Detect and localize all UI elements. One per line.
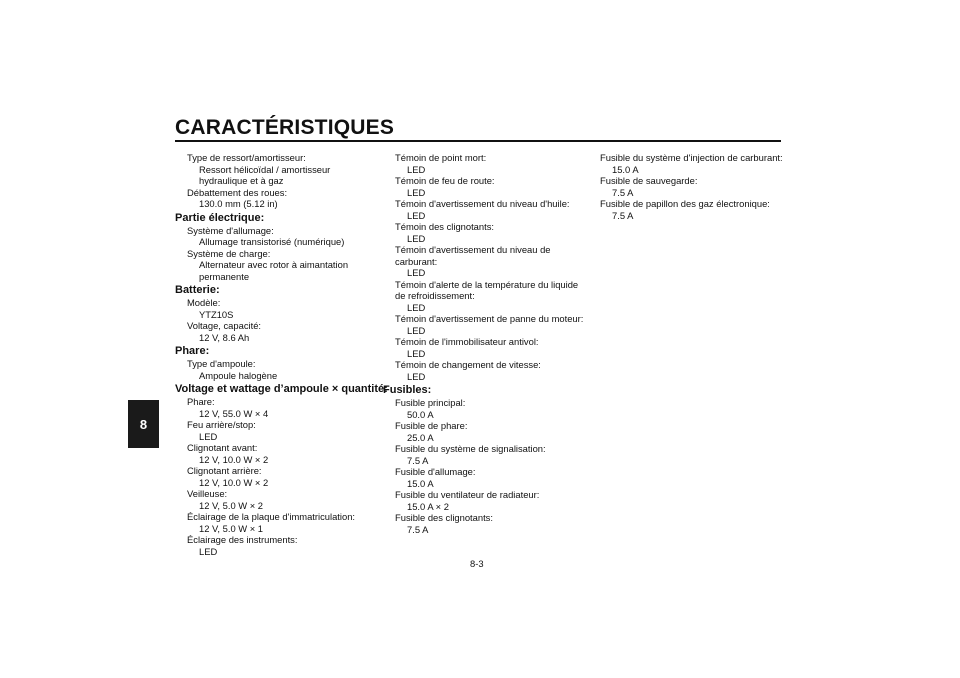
spec-label: Système de charge:	[187, 247, 271, 259]
spec-label: Témoin d'avertissement du niveau de	[395, 244, 551, 255]
spec-label: Voltage, capacité:	[187, 320, 262, 331]
spec-label: Clignotant arrière:	[187, 465, 262, 476]
spec-label: Fusible principal:	[395, 397, 466, 408]
spec-label: Fusible du système de signalisation:	[395, 443, 546, 454]
spec-column-2	[383, 152, 588, 535]
spec-label: de refroidissement:	[395, 290, 475, 301]
title-underline	[175, 140, 781, 142]
spec-label: Type d'ampoule:	[187, 358, 256, 369]
spec-value: 25.0 A	[407, 431, 434, 443]
spec-label: Système d'allumage:	[187, 224, 274, 236]
spec-value: LED	[407, 370, 426, 382]
spec-label: Fusible d'allumage:	[395, 466, 476, 477]
spec-label: Modèle:	[187, 297, 221, 308]
spec-label: Phare:	[187, 396, 215, 407]
spec-column-3	[588, 152, 793, 221]
spec-value: hydraulique et à gaz	[199, 175, 284, 186]
section-heading: Phare:	[175, 345, 210, 357]
spec-value: 12 V, 10.0 W × 2	[199, 476, 269, 488]
spec-value: LED	[407, 186, 426, 198]
spec-value: Allumage transistorisé (numérique)	[199, 236, 345, 247]
spec-label: Témoin des clignotants:	[395, 221, 495, 232]
section-heading: Partie électrique:	[175, 211, 265, 224]
spec-label: Veilleuse:	[187, 488, 228, 499]
spec-label: Témoin de changement de vitesse:	[395, 359, 541, 370]
spec-value: 130.0 mm (5.12 in)	[199, 198, 278, 209]
spec-value: Ressort hélicoïdal / amortisseur	[199, 163, 331, 175]
spec-value: LED	[407, 209, 426, 221]
spec-value: permanente	[199, 270, 250, 282]
spec-value: 12 V, 55.0 W × 4	[199, 407, 269, 419]
spec-value: 7.5 A	[407, 523, 429, 535]
spec-value: LED	[407, 232, 426, 244]
spec-label: Type de ressort/amortisseur:	[187, 152, 306, 163]
spec-value: 12 V, 5.0 W × 1	[199, 522, 264, 534]
spec-label: Témoin d'alerte de la température du liquide	[395, 278, 579, 290]
spec-value: Alternateur avec rotor à aimantation	[199, 259, 349, 270]
spec-label: Débattement des roues:	[187, 186, 288, 198]
spec-label: Témoin d'avertissement de panne du moteur:	[395, 313, 584, 324]
spec-label: Témoin de point mort:	[395, 152, 487, 163]
spec-value: 7.5 A	[612, 209, 634, 221]
page-number: 8-3	[470, 558, 484, 569]
spec-column-1	[175, 152, 388, 557]
spec-label: Éclairage de la plaque d'immatriculation:	[187, 511, 356, 522]
spec-label: Témoin de feu de route:	[395, 175, 495, 186]
page-title: CARACTÉRISTIQUES	[175, 116, 395, 139]
spec-label: Témoin de l'immobilisateur antivol:	[395, 336, 539, 347]
spec-value: 12 V, 8.6 Ah	[199, 331, 250, 343]
spec-label: Éclairage des instruments:	[187, 534, 298, 545]
section-heading: Batterie:	[175, 284, 220, 296]
section-heading: Fusibles:	[383, 384, 432, 396]
spec-label: Fusible de phare:	[395, 420, 468, 431]
spec-value: LED	[407, 267, 426, 278]
spec-label: Témoin d'avertissement du niveau d'huile:	[395, 198, 570, 209]
spec-value: 7.5 A	[407, 454, 429, 466]
spec-value: Ampoule halogène	[199, 369, 278, 381]
spec-label: Fusible de sauvegarde:	[600, 175, 698, 186]
spec-value: LED	[407, 347, 426, 359]
spec-value: LED	[407, 324, 426, 336]
spec-value: 15.0 A	[407, 477, 434, 489]
spec-label: Clignotant avant:	[187, 442, 258, 453]
spec-value: LED	[199, 545, 218, 557]
spec-label: Fusible des clignotants:	[395, 512, 493, 523]
spec-value: 50.0 A	[407, 408, 434, 420]
spec-label: Fusible du système d'injection de carburant:	[600, 152, 783, 163]
spec-value: 12 V, 10.0 W × 2	[199, 453, 269, 465]
spec-label: Fusible du ventilateur de radiateur:	[395, 489, 540, 500]
spec-label: carburant:	[395, 255, 438, 267]
spec-value: LED	[407, 163, 426, 175]
spec-value: 7.5 A	[612, 186, 634, 198]
spec-value: 15.0 A × 2	[407, 500, 449, 512]
spec-value: LED	[199, 430, 218, 442]
spec-value: 12 V, 5.0 W × 2	[199, 499, 264, 511]
spec-value: 15.0 A	[612, 163, 639, 175]
spec-value: YTZ10S	[199, 308, 234, 320]
chapter-tab: 8	[128, 400, 159, 448]
spec-label: Feu arrière/stop:	[187, 419, 256, 430]
spec-label: Fusible de papillon des gaz électronique:	[600, 198, 770, 209]
spec-value: LED	[407, 301, 426, 313]
section-heading: Voltage et wattage d’ampoule × quantité:	[175, 383, 388, 395]
